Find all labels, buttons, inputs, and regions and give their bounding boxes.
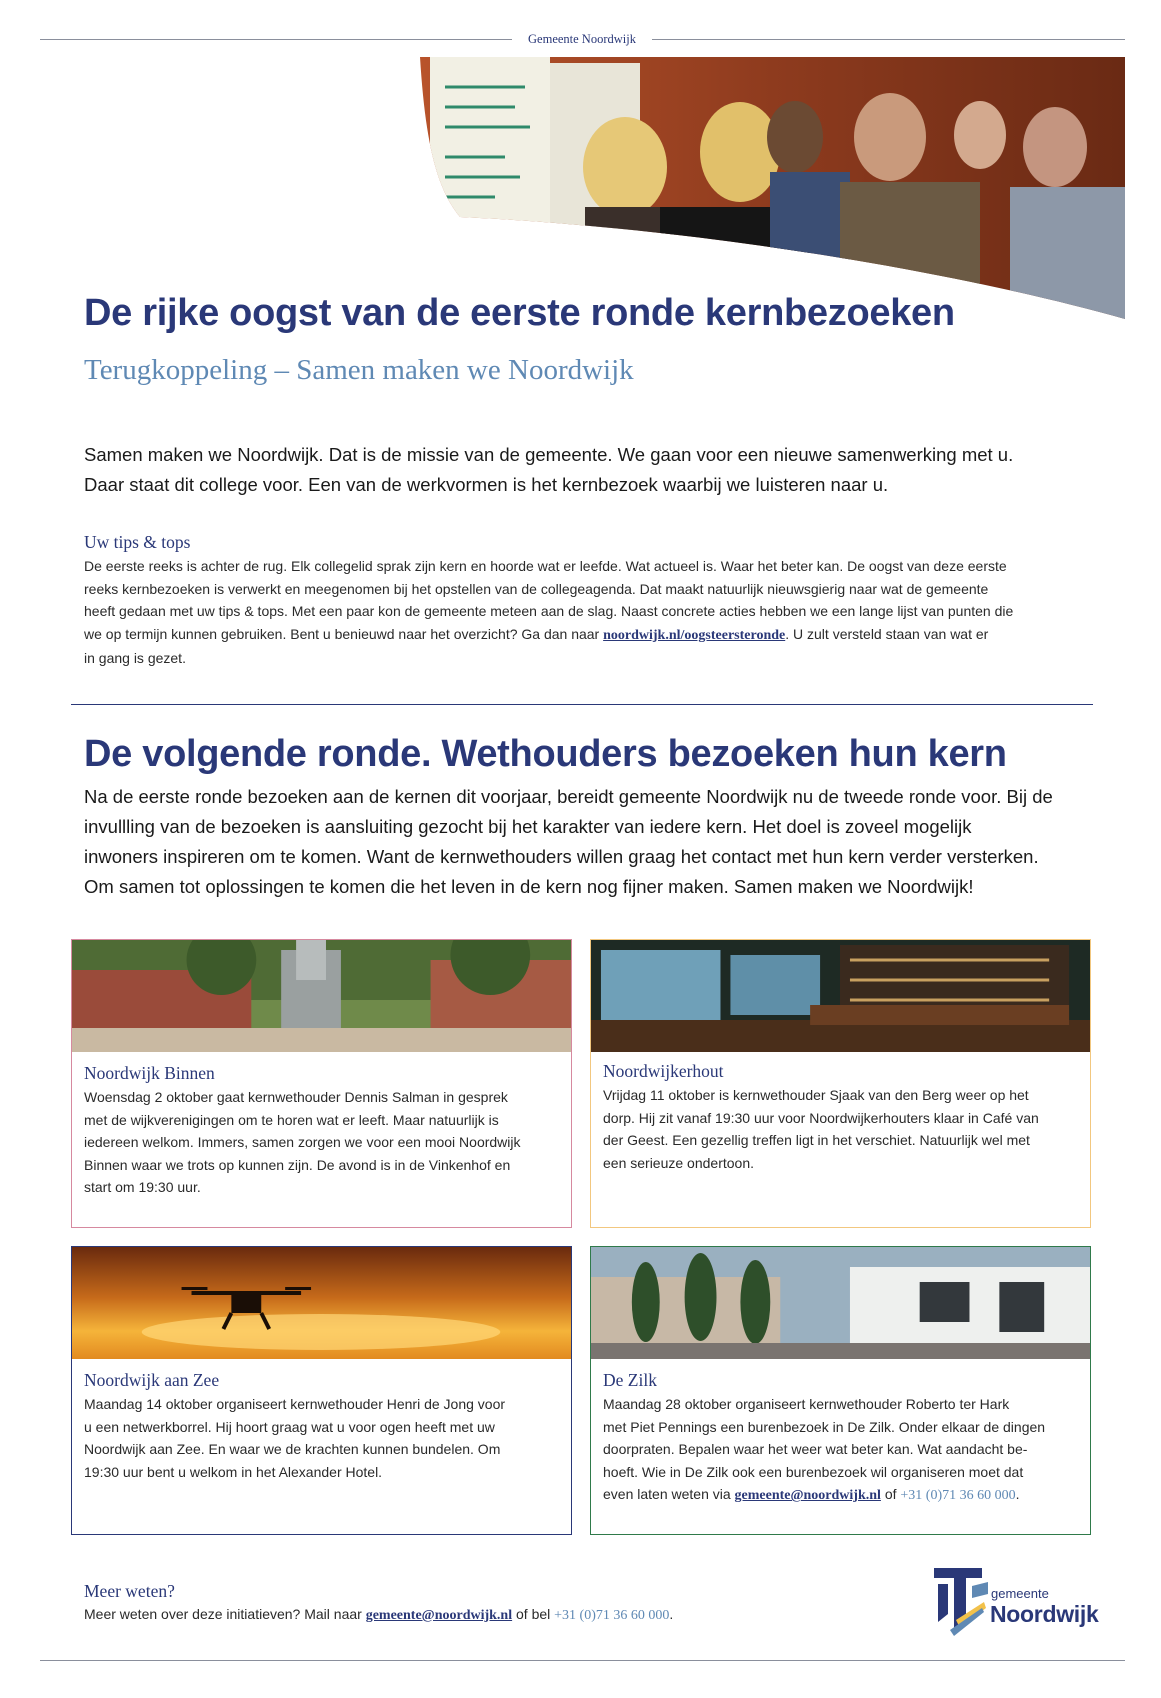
- logo-text-small: gemeente: [991, 1586, 1049, 1601]
- village-street-photo-icon: [591, 1247, 1090, 1359]
- meer-weten-text: [84, 1606, 673, 1624]
- article1-title: De rijke oogst van de eerste ronde kernbezoeken: [84, 292, 955, 334]
- footer-email-link[interactable]: gemeente@noordwijk.nl: [365, 1608, 513, 1623]
- article1-intro: [84, 440, 1094, 500]
- noordwijk-logo-mark-icon: [932, 1564, 990, 1638]
- card-line: Vrijdag 11 oktober is kernwethouder Sjaak van den Berg weer op het: [603, 1087, 1029, 1103]
- card-line: iedereen welkom. Immers, samen zorgen we voor een mooi Noordwijk: [84, 1134, 521, 1151]
- card-line: Woensdag 2 oktober gaat kernwethouder Dennis Salman in gesprek: [84, 1089, 508, 1105]
- tips-line: [84, 623, 1094, 648]
- card-title: De Zilk: [603, 1370, 657, 1390]
- header-line-right: [652, 39, 1125, 40]
- card-line: der Geest. Een gezellig treffen ligt in het verschiet. Natuurlijk wel met: [603, 1132, 1030, 1149]
- card-title: Noordwijk aan Zee: [84, 1370, 220, 1390]
- card-text: [84, 1393, 562, 1483]
- tips-title: Uw tips & tops: [84, 532, 191, 552]
- card-line: Noordwijk aan Zee. En waar we de krachten kunnen bundelen. Om: [84, 1441, 501, 1458]
- section-divider: [71, 704, 1093, 705]
- card-line-part: even laten weten via: [603, 1486, 735, 1503]
- card-line: 19:30 uur bent u welkom in het Alexander Hotel.: [84, 1463, 383, 1480]
- header-label: Gemeente Noordwijk: [528, 32, 636, 46]
- card-photo: [72, 940, 571, 1052]
- card-line: u een netwerkborrel. Hij hoort graag wat u voor ogen heeft met uw: [84, 1418, 495, 1435]
- header-line-left: [40, 39, 512, 40]
- card-title: Noordwijk Binnen: [84, 1063, 215, 1083]
- card-noordwijkerhout: [590, 939, 1091, 1228]
- card-line: een serieuze ondertoon.: [603, 1154, 754, 1171]
- logo-text-big: Noordwijk: [990, 1601, 1099, 1627]
- tips-line-part: we op termijn kunnen gebruiken. Bent u benieuwd naar het overzicht? Ga dan naar: [84, 625, 604, 642]
- card-photo: [72, 1247, 571, 1359]
- card-line: met Piet Pennings een burenbezoek in De Zilk. Onder elkaar de dingen: [603, 1418, 1046, 1435]
- card-text: [603, 1393, 1081, 1508]
- card-photo: [591, 1247, 1090, 1359]
- card-line-part: .: [1015, 1486, 1020, 1503]
- article2-title: De volgende ronde. Wethouders bezoeken hun kern: [84, 733, 1007, 775]
- card-line: Binnen waar we trots op kunnen zijn. De avond is in de Vinkenhof en: [84, 1156, 511, 1173]
- article1-intro-line: Samen maken we Noordwijk. Dat is de missie van de gemeente. We gaan voor een nieuwe samenwerking met u.: [84, 444, 1014, 465]
- card-de-zilk: [590, 1246, 1091, 1535]
- article2-line: Om samen tot oplossingen te komen die het leven in de kern nog fijner maken. Samen maken we Noordwijk!: [84, 876, 974, 897]
- card-line: met de wijkverenigingen om te horen wat er leeft. Maar natuurlijk is: [84, 1111, 499, 1128]
- card-line: doorpraten. Bepalen waar het weer wat beter kan. Wat aandacht be-: [603, 1441, 1028, 1458]
- footer-text-part: of bel: [512, 1606, 555, 1622]
- meer-weten-title: Meer weten?: [84, 1581, 175, 1601]
- card-noordwijk-aan-zee: [71, 1246, 572, 1535]
- hero-photo: [420, 57, 1125, 319]
- tips-line: reeks kernbezoeken is verwerkt en meegenomen bij het opstellen van de collegeagenda. Dat maakt natuurlijk nieuwsgierig naar wat de gemeente: [84, 580, 989, 597]
- card-line-part: of: [880, 1486, 901, 1503]
- gemeente-noordwijk-logo: [932, 1564, 1097, 1638]
- article2-text: [84, 782, 1094, 902]
- tips-line: in gang is gezet.: [84, 650, 186, 667]
- card-line: hoeft. Wie in De Zilk ook een burenbezoek wil organiseren moet dat: [603, 1463, 1024, 1480]
- article2-line: Na de eerste ronde bezoeken aan de kernen dit voorjaar, bereidt gemeente Noordwijk nu de tweede ronde voor. Bij de: [84, 786, 1053, 807]
- phone-number[interactable]: +31 (0)71 36 60 000: [900, 1488, 1016, 1504]
- card-noordwijk-binnen: [71, 939, 572, 1228]
- card-text: [603, 1084, 1081, 1174]
- meeting-photo-icon: [420, 57, 1125, 319]
- card-line: [603, 1483, 1081, 1508]
- church-square-photo-icon: [72, 940, 571, 1052]
- card-line: Maandag 28 oktober organiseert kernwethouder Roberto ter Hark: [603, 1396, 1010, 1412]
- bottom-rule: [40, 1660, 1125, 1661]
- tips-line: De eerste reeks is achter de rug. Elk collegelid sprak zijn kern en hoorde wat er leefde. Wat actueel is. Waar het beter kan. De oogst van deze eerste: [84, 558, 1007, 574]
- tips-line-part: . U zult versteld staan van wat er: [785, 625, 989, 642]
- card-title: Noordwijkerhout: [603, 1061, 724, 1081]
- header-rule: [40, 30, 1125, 50]
- footer-text-part: .: [669, 1606, 674, 1622]
- article2-line: invullling van de bezoeken is aansluiting gezocht bij het karakter van iedere kern. Het doel is zoveel mogelijk: [84, 816, 972, 837]
- footer-phone-number[interactable]: +31 (0)71 36 60 000: [554, 1608, 670, 1623]
- footer-text-part: Meer weten over deze initiatieven? Mail naar: [84, 1606, 366, 1622]
- tips-text: [84, 555, 1094, 670]
- card-line: dorp. Hij zit vanaf 19:30 uur voor Noordwijkerhouters klaar in Café van: [603, 1109, 1039, 1126]
- drone-sunset-photo-icon: [72, 1247, 571, 1359]
- card-line: start om 19:30 uur.: [84, 1179, 201, 1196]
- article1-intro-line: Daar staat dit college voor. Een van de werkvormen is het kernbezoek waarbij we luisteren naar u.: [84, 474, 889, 495]
- article1-subtitle: Terugkoppeling – Samen maken we Noordwijk: [84, 354, 634, 386]
- email-link[interactable]: gemeente@noordwijk.nl: [734, 1488, 881, 1504]
- card-line: Maandag 14 oktober organiseert kernwethouder Henri de Jong voor: [84, 1396, 506, 1412]
- oogst-link[interactable]: noordwijk.nl/oogsteersteronde: [603, 627, 786, 643]
- tips-line: heeft gedaan met uw tips & tops. Met een paar kon de gemeente meteen aan de slag. Naast concrete acties hebben we een lange lijst van punten die: [84, 603, 1014, 620]
- article2-line: inwoners inspireren om te komen. Want de kernwethouders willen graag het contact met hun kern verder versterken.: [84, 846, 1039, 867]
- cafe-interior-photo-icon: [591, 940, 1090, 1052]
- card-text: [84, 1086, 562, 1199]
- card-photo: [591, 940, 1090, 1052]
